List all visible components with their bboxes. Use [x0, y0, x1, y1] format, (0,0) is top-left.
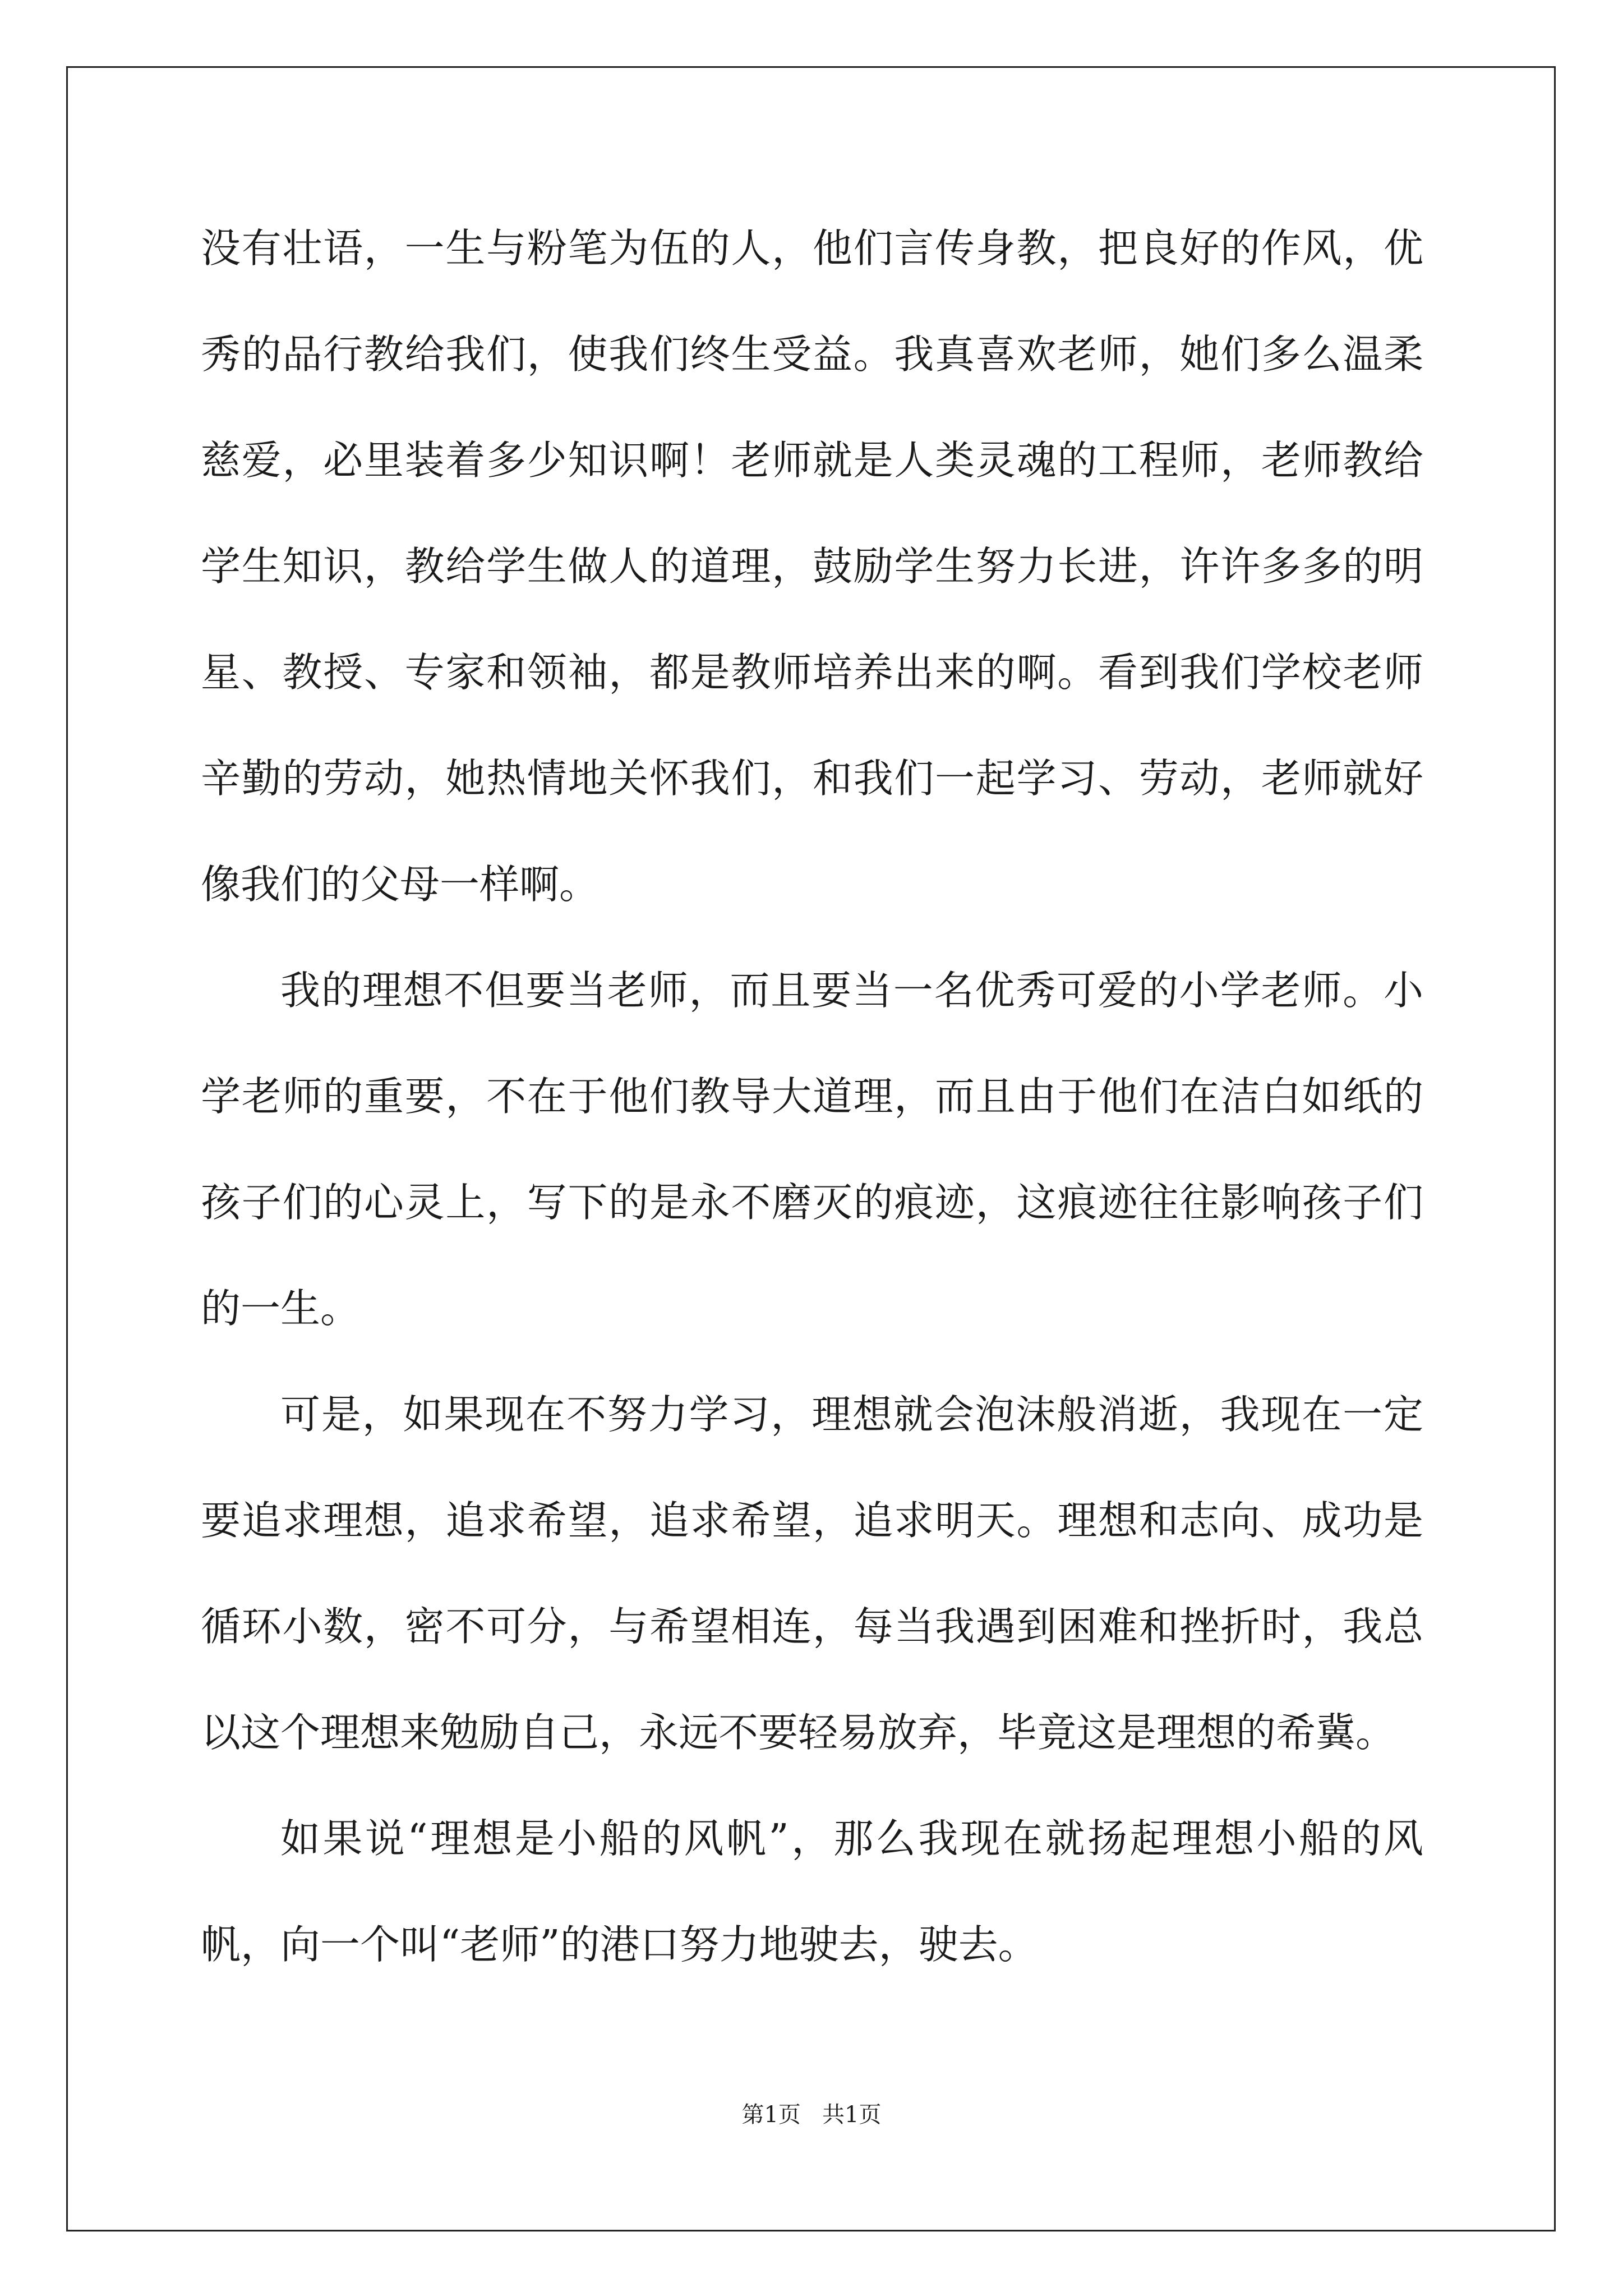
paragraph-4: 如果说“理想是小船的风帆”，那么我现在就扬起理想小船的风帆，向一个叫“老师”的港口努力地驶去，驶去。 — [201, 1815, 1423, 1968]
page-footer: 第1页 共1页 — [741, 2102, 882, 2128]
document-body — [201, 195, 1423, 1998]
paragraph-2: 我的理想不但要当老师，而且要当一名优秀可爱的小学老师。小学老师的重要，不在于他们教导大道理，而且由于他们在洁白如纸的孩子们的心灵上，写下的是永不磨灭的痕迹，这痕迹往往影响孩子们的一生。 — [201, 967, 1423, 1332]
paragraph-1: 没有壮语，一生与粉笔为伍的人，他们言传身教，把良好的作风，优秀的品行教给我们，使我们终生受益。我真喜欢老师，她们多么温柔慈爱，必里装着多少知识啊！老师就是人类灵魂的工程师，老师教给学生知识，教给学生做人的道理，鼓励学生努力长进，许许多多的明星、教授、专家和领袖，都是教师培养出来的啊。看到我们学校老师辛勤的劳动，她热情地关怀我们，和我们一起学习、劳动，老师就好像我们的父母一样啊。 — [201, 225, 1423, 908]
paragraph-3: 可是，如果现在不努力学习，理想就会泡沫般消逝，我现在一定要追求理想，追求希望，追求希望，追求明天。理想和志向、成功是循环小数，密不可分，与希望相连，每当我遇到困难和挫折时，我总以这个理想来勉励自己，永远不要轻易放弃，毕竟这是理想的希冀。 — [201, 1391, 1423, 1756]
